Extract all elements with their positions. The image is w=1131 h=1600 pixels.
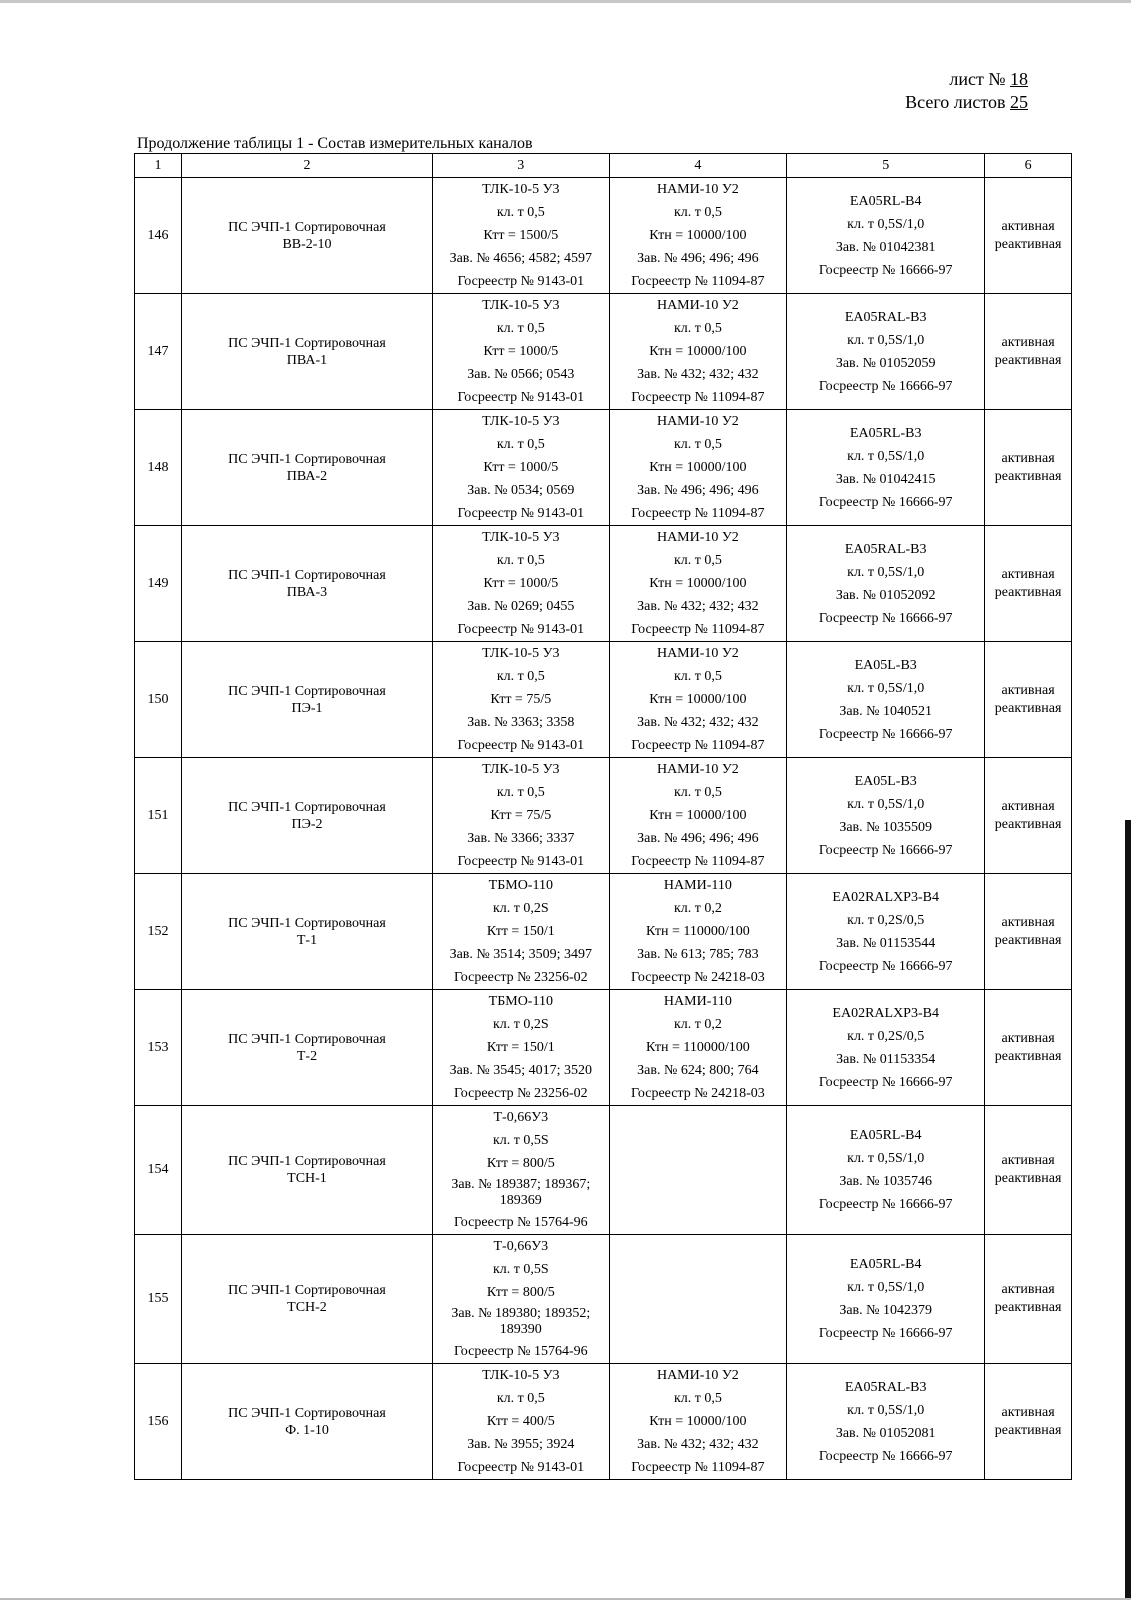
energy-type-line: активная [1001,1153,1055,1168]
ct-line: Госреестр № 9143-01 [457,854,585,869]
meter-line: Госреестр № 16666-97 [818,378,953,394]
ct-line: Госреестр № 9143-01 [457,274,585,289]
energy-type-line: активная [1001,682,1055,698]
row-number-cell: 149 [135,526,182,642]
current-transformer-cell [433,410,610,526]
vt-line: кл. т 0,2 [673,901,722,916]
ct-line: Ктт = 1000/5 [483,344,559,359]
energy-type-line: активная [1001,450,1055,466]
meter-line: ЕА02RALХР3-В4 [832,1005,939,1021]
channel-name-line: ПС ЭЧП-1 Сортировочная [228,451,386,467]
channel-name-cell [181,410,432,526]
vt-line: Госреестр № 11094-87 [631,274,765,289]
vt-line: Госреестр № 11094-87 [631,738,765,753]
vt-line: НАМИ-10 У2 [656,182,739,197]
ct-line: Зав. № 0534; 0569 [467,483,575,498]
vt-line: Ктн = 10000/100 [649,692,747,707]
channel-name-line: ПС ЭЧП-1 Сортировочная [228,1154,386,1169]
table-row [135,642,1072,758]
ct-line: ТЛК-10-5 У3 [482,298,560,313]
ct-line: ТЛК-10-5 У3 [482,414,560,429]
meter-cell [787,990,985,1106]
channel-name-line: ПС ЭЧП-1 Сортировочная [228,915,386,931]
ct-line: Зав. № 3366; 3337 [467,831,575,846]
vt-line: Госреестр № 11094-87 [631,506,765,521]
channel-name-line: ПВА-2 [286,468,328,484]
vt-line: кл. т 0,5 [673,1391,722,1406]
meter-line: ЕА05RAL-В3 [844,1379,927,1395]
meter-line: Госреестр № 16666-97 [818,726,953,742]
channel-name-cell [181,758,432,874]
energy-type-cell [985,178,1072,294]
total-label: Всего листов [905,92,1006,112]
vt-line: Зав. № 624; 800; 764 [637,1063,759,1078]
channel-name-line: ПС ЭЧП-1 Сортировочная [228,683,386,699]
vt-line: кл. т 0,2 [673,1017,722,1032]
channel-name-line: ПС ЭЧП-1 Сортировочная [228,335,386,351]
ct-line: Ктт = 1000/5 [483,460,559,475]
vt-line: Зав. № 496; 496; 496 [637,831,759,846]
table-row [135,294,1072,410]
meter-cell [787,294,985,410]
meter-line: Госреестр № 16666-97 [818,1074,953,1090]
ct-line: кл. т 0,5 [496,205,545,220]
meter-line: Зав. № 1042379 [839,1303,933,1318]
table-row [135,178,1072,294]
energy-type-line: реактивная [994,236,1062,252]
ct-line: Зав. № 3363; 3358 [467,715,575,730]
ct-line: кл. т 0,5 [496,669,545,684]
ct-line: Зав. № 0566; 0543 [467,367,575,382]
meter-line: кл. т 0,5S/1,0 [847,680,925,696]
energy-type-line: реактивная [994,932,1062,948]
current-transformer-cell [433,178,610,294]
ct-line: Ктт = 800/5 [486,1285,555,1300]
energy-type-line: активная [1001,218,1055,234]
meter-line: ЕА05RAL-В3 [844,309,927,325]
meter-line: ЕА05L-В3 [854,657,917,673]
meter-cell [787,1235,985,1364]
vt-line: НАМИ-10 У2 [656,530,739,545]
vt-line: Госреестр № 11094-87 [631,854,765,869]
energy-type-cell [985,1106,1072,1235]
voltage-transformer-cell [609,526,787,642]
column-header-5: 5 [787,154,985,178]
table-body [135,178,1072,1480]
voltage-transformer-cell [609,178,787,294]
table-row [135,1106,1072,1235]
energy-type-cell [985,874,1072,990]
meter-line: Зав. № 01153354 [836,1051,936,1067]
voltage-transformer-cell [609,1235,787,1364]
vt-line: Ктн = 10000/100 [649,228,747,243]
meter-line: ЕА05RL-В4 [849,1128,922,1143]
ct-line: Зав. № 3955; 3924 [467,1437,575,1452]
energy-type-line: реактивная [994,1171,1062,1186]
meter-cell [787,642,985,758]
channel-name-cell [181,178,432,294]
channel-name-cell [181,1364,432,1480]
scan-edge-top [0,0,1131,3]
ct-line: кл. т 0,5 [496,553,545,568]
energy-type-line: реактивная [994,816,1062,832]
ct-line: ТЛК-10-5 У3 [482,182,560,197]
energy-type-line: реактивная [994,1422,1062,1438]
ct-line: Ктт = 1000/5 [483,576,559,591]
table-row [135,410,1072,526]
meter-line: Госреестр № 16666-97 [818,1326,953,1341]
vt-line: НАМИ-110 [663,878,732,893]
ct-line: Ктт = 150/1 [486,1040,555,1055]
meter-line: Госреестр № 16666-97 [818,262,953,278]
ct-line: Т-0,66У3 [493,1110,549,1125]
row-number-cell: 153 [135,990,182,1106]
channel-name-line: ПЭ-2 [291,816,323,832]
vt-line: кл. т 0,5 [673,205,722,220]
current-transformer-cell [433,526,610,642]
ct-line: Госреестр № 9143-01 [457,622,585,637]
energy-type-cell [985,1235,1072,1364]
meter-cell [787,1364,985,1480]
row-number-cell: 146 [135,178,182,294]
vt-line: кл. т 0,5 [673,785,722,800]
ct-line: Госреестр № 23256-02 [453,970,588,985]
ct-line: ТБМО-110 [488,994,553,1009]
vt-line: НАМИ-10 У2 [656,414,739,429]
vt-line: Ктн = 10000/100 [649,808,747,823]
column-header-3: 3 [433,154,610,178]
energy-type-cell [985,758,1072,874]
vt-line: кл. т 0,5 [673,553,722,568]
ct-line: Госреестр № 9143-01 [457,1460,585,1475]
energy-type-line: активная [1001,1282,1055,1297]
header-row [135,154,1072,178]
channel-name-line: Т-1 [296,932,318,948]
current-transformer-cell [433,990,610,1106]
meter-cell [787,1106,985,1235]
meter-line: ЕА05L-В3 [854,773,917,789]
meter-line: Зав. № 01042381 [835,239,936,255]
meter-line: кл. т 0,5S/1,0 [847,332,925,348]
table-row [135,874,1072,990]
ct-line: Зав. № 3514; 3509; 3497 [449,947,593,962]
total-number: 25 [1010,92,1028,112]
current-transformer-cell [433,1235,610,1364]
ct-line: Т-0,66У3 [493,1239,549,1254]
vt-line: НАМИ-110 [663,994,732,1009]
ct-line: кл. т 0,5 [496,785,545,800]
ct-line: Зав. № 189380; 189352; 189390 [451,1306,591,1337]
ct-line: Госреестр № 9143-01 [457,390,585,405]
vt-line: Госреестр № 11094-87 [631,390,765,405]
ct-line: ТЛК-10-5 У3 [482,1368,560,1383]
column-header-4: 4 [609,154,787,178]
vt-line: Ктн = 10000/100 [649,576,747,591]
ct-line: кл. т 0,5S [492,1133,549,1148]
voltage-transformer-cell [609,294,787,410]
meter-cell [787,874,985,990]
meter-line: Зав. № 01052059 [835,355,936,371]
ct-line: Госреестр № 15764-96 [453,1215,588,1230]
meter-line: ЕА05RAL-В3 [844,541,927,557]
channel-name-line: ПС ЭЧП-1 Сортировочная [228,1031,386,1047]
row-number-cell: 151 [135,758,182,874]
row-number-cell: 150 [135,642,182,758]
voltage-transformer-cell [609,642,787,758]
ct-line: кл. т 0,2S [492,901,549,916]
energy-type-line: реактивная [994,1048,1062,1064]
ct-line: Госреестр № 9143-01 [457,738,585,753]
sheet-number-line [905,68,1028,91]
meter-line: ЕА05RL-В4 [849,1257,922,1272]
vt-line: Зав. № 432; 432; 432 [637,1437,759,1452]
meter-line: Зав. № 1035509 [839,819,933,835]
row-number-cell: 156 [135,1364,182,1480]
current-transformer-cell [433,874,610,990]
voltage-transformer-cell [609,410,787,526]
meter-line: кл. т 0,5S/1,0 [847,1402,925,1418]
ct-line: Ктт = 75/5 [490,692,552,707]
ct-line: кл. т 0,2S [492,1017,549,1032]
energy-type-cell [985,1364,1072,1480]
vt-line: НАМИ-10 У2 [656,1368,739,1383]
scan-edge-right [1125,820,1131,1600]
meter-line: Зав. № 01052081 [835,1425,936,1441]
channel-name-line: ПС ЭЧП-1 Сортировочная [228,1283,386,1298]
meter-line: Госреестр № 16666-97 [818,842,953,858]
vt-line: Госреестр № 11094-87 [631,622,765,637]
row-number-cell: 152 [135,874,182,990]
meter-line: Зав. № 01052092 [835,587,936,603]
channel-name-cell [181,526,432,642]
ct-line: Ктт = 75/5 [490,808,552,823]
ct-line: кл. т 0,5 [496,437,545,452]
table-header [135,154,1072,178]
channel-name-line: Т-2 [296,1048,318,1064]
ct-line: Ктт = 150/1 [486,924,555,939]
meter-line: Зав. № 1040521 [839,703,933,719]
vt-line: Госреестр № 11094-87 [631,1460,765,1475]
ct-line: Ктт = 400/5 [486,1414,555,1429]
meter-line: кл. т 0,5S/1,0 [847,1280,925,1295]
ct-line: ТБМО-110 [488,878,553,893]
vt-line: Зав. № 496; 496; 496 [637,483,759,498]
measurement-channels-table [134,153,1072,1480]
meter-line: кл. т 0,5S/1,0 [847,564,925,580]
ct-line: кл. т 0,5 [496,1391,545,1406]
ct-line: ТЛК-10-5 У3 [482,646,560,661]
vt-line: Госреестр № 24218-03 [631,970,765,985]
current-transformer-cell [433,1106,610,1235]
energy-type-line: активная [1001,914,1055,930]
energy-type-cell [985,642,1072,758]
energy-type-line: активная [1001,566,1055,582]
channel-name-cell [181,1106,432,1235]
vt-line: кл. т 0,5 [673,321,722,336]
energy-type-line: реактивная [994,1300,1062,1315]
meter-line: Госреестр № 16666-97 [818,958,953,974]
energy-type-cell [985,526,1072,642]
channel-name-line: ПС ЭЧП-1 Сортировочная [228,1405,386,1421]
meter-line: ЕА05RL-В3 [849,425,922,441]
meter-cell [787,410,985,526]
vt-line: НАМИ-10 У2 [656,646,739,661]
row-number-cell: 155 [135,1235,182,1364]
meter-line: кл. т 0,5S/1,0 [847,216,925,232]
ct-line: Зав. № 189387; 189367; 189369 [451,1177,591,1208]
current-transformer-cell [433,1364,610,1480]
energy-type-line: реактивная [994,468,1062,484]
meter-line: Зав. № 01042415 [835,471,936,487]
current-transformer-cell [433,758,610,874]
vt-line: НАМИ-10 У2 [656,762,739,777]
channel-name-line: ПЭ-1 [291,700,323,716]
ct-line: Госреестр № 9143-01 [457,506,585,521]
vt-line: Ктн = 110000/100 [646,1040,750,1055]
channel-name-line: ПС ЭЧП-1 Сортировочная [228,219,386,235]
voltage-transformer-cell [609,758,787,874]
energy-type-line: активная [1001,1404,1055,1420]
vt-line: Зав. № 432; 432; 432 [637,367,759,382]
vt-line: Госреестр № 24218-03 [631,1086,765,1101]
ct-line: кл. т 0,5S [492,1262,549,1277]
vt-line: Зав. № 496; 496; 496 [637,251,759,266]
meter-cell [787,526,985,642]
meter-line: ЕА05RL-В4 [849,193,922,209]
ct-line: Зав. № 3545; 4017; 3520 [449,1063,593,1078]
meter-line: Госреестр № 16666-97 [818,1448,953,1464]
meter-line: кл. т 0,5S/1,0 [847,1151,925,1166]
ct-line: ТЛК-10-5 У3 [482,762,560,777]
sheet-info [905,68,1028,114]
energy-type-line: реактивная [994,352,1062,368]
channel-name-cell [181,1235,432,1364]
table-row [135,1364,1072,1480]
ct-line: Ктт = 800/5 [486,1156,555,1171]
channel-name-line: ТСН-2 [287,1300,327,1315]
table-row [135,758,1072,874]
vt-line: НАМИ-10 У2 [656,298,739,313]
sheet-number: 18 [1010,69,1028,89]
vt-line: Ктн = 110000/100 [646,924,750,939]
meter-line: Госреестр № 16666-97 [818,494,953,510]
ct-line: Госреестр № 15764-96 [453,1344,588,1359]
channel-name-line: ПВА-3 [286,584,328,600]
current-transformer-cell [433,642,610,758]
vt-line: Ктн = 10000/100 [649,344,747,359]
row-number-cell: 148 [135,410,182,526]
vt-line: Ктн = 10000/100 [649,460,747,475]
energy-type-line: активная [1001,1030,1055,1046]
vt-line: Зав. № 613; 785; 783 [637,947,759,962]
meter-line: кл. т 0,2S/0,5 [847,912,925,928]
channel-name-line: ПВА-1 [286,352,328,368]
table-caption: Продолжение таблицы 1 - Состав измерительных каналов [137,135,533,152]
current-transformer-cell [433,294,610,410]
sheet-label: лист № [949,69,1006,89]
energy-type-cell [985,294,1072,410]
channel-name-line: ВВ-2-10 [282,236,332,252]
ct-line: Ктт = 1500/5 [483,228,559,243]
meter-line: кл. т 0,5S/1,0 [847,448,925,464]
meter-line: Госреестр № 16666-97 [818,610,953,626]
column-header-2: 2 [181,154,432,178]
ct-line: ТЛК-10-5 У3 [482,530,560,545]
voltage-transformer-cell [609,1364,787,1480]
channel-name-line: Ф. 1-10 [285,1422,329,1438]
ct-line: Зав. № 0269; 0455 [467,599,575,614]
vt-line: Зав. № 432; 432; 432 [637,599,759,614]
channel-name-cell [181,990,432,1106]
energy-type-line: реактивная [994,700,1062,716]
row-number-cell: 154 [135,1106,182,1235]
ct-line: Зав. № 4656; 4582; 4597 [449,251,593,266]
column-header-1: 1 [135,154,182,178]
meter-line: ЕА02RALХР3-В4 [832,889,939,905]
vt-line: Ктн = 10000/100 [649,1414,747,1429]
voltage-transformer-cell [609,874,787,990]
energy-type-line: активная [1001,334,1055,350]
voltage-transformer-cell [609,1106,787,1235]
table-row [135,1235,1072,1364]
meter-line: Госреестр № 16666-97 [818,1197,953,1212]
energy-type-line: реактивная [994,584,1062,600]
meter-cell [787,758,985,874]
meter-line: кл. т 0,5S/1,0 [847,796,925,812]
meter-line: Зав. № 1035746 [839,1174,933,1189]
channel-name-cell [181,294,432,410]
meter-cell [787,178,985,294]
column-header-6: 6 [985,154,1072,178]
channel-name-line: ТСН-1 [287,1171,327,1186]
vt-line: кл. т 0,5 [673,669,722,684]
total-sheets-line [905,91,1028,114]
table-row [135,990,1072,1106]
meter-line: Зав. № 01153544 [836,935,936,951]
ct-line: кл. т 0,5 [496,321,545,336]
row-number-cell: 147 [135,294,182,410]
energy-type-line: активная [1001,798,1055,814]
energy-type-cell [985,990,1072,1106]
ct-line: Госреестр № 23256-02 [453,1086,588,1101]
meter-line: кл. т 0,2S/0,5 [847,1028,925,1044]
vt-line: Зав. № 432; 432; 432 [637,715,759,730]
channel-name-cell [181,874,432,990]
channel-name-line: ПС ЭЧП-1 Сортировочная [228,567,386,583]
channel-name-cell [181,642,432,758]
voltage-transformer-cell [609,990,787,1106]
table-row [135,526,1072,642]
channel-name-line: ПС ЭЧП-1 Сортировочная [228,799,386,815]
energy-type-cell [985,410,1072,526]
vt-line: кл. т 0,5 [673,437,722,452]
